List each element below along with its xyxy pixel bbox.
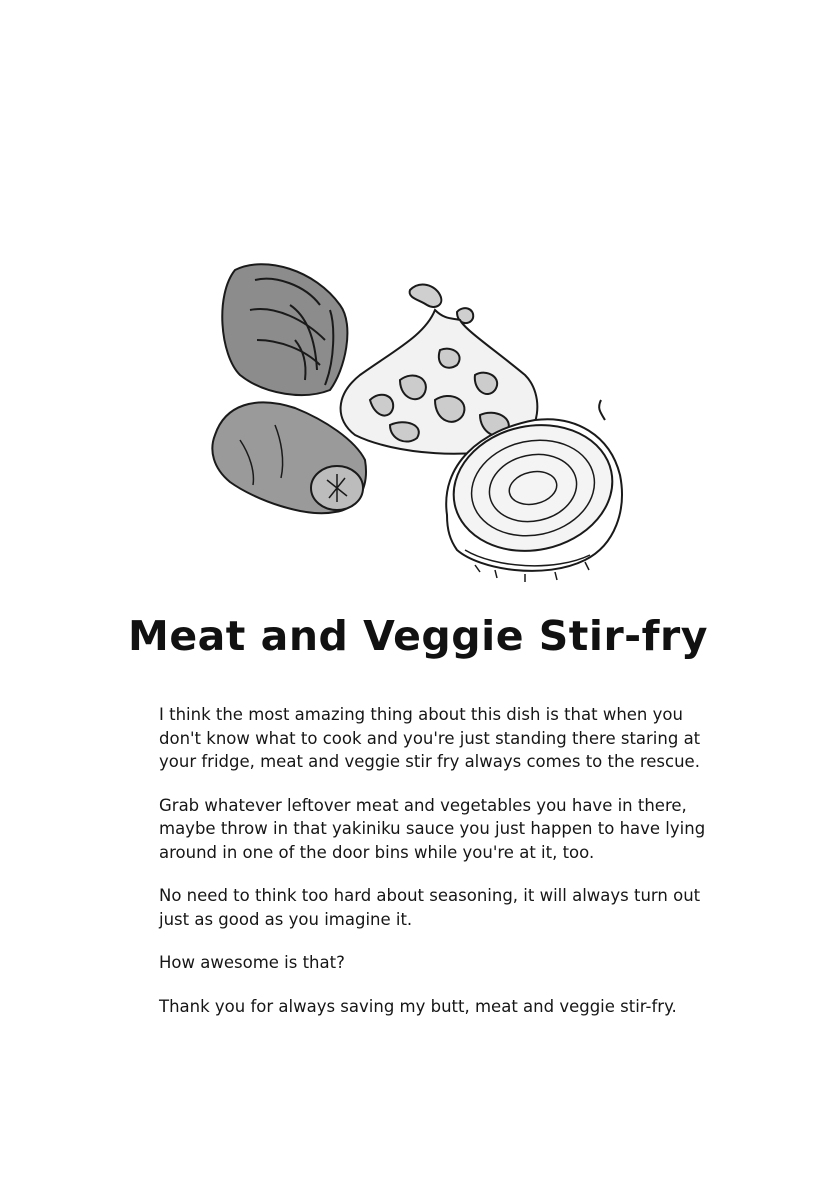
paragraph: No need to think too hard about seasoning, it will always turn out just as good as you imagine it.	[159, 886, 701, 929]
paragraph: How awesome is that?	[159, 953, 345, 972]
paragraph: Thank you for always saving my butt, meat and veggie stir-fry.	[159, 996, 677, 1016]
cabbage-icon	[222, 264, 347, 395]
recipe-title: Meat and Veggie Stir-fry	[128, 612, 708, 660]
paragraph: I think the most amazing thing about this dish is that when you don't know what to cook and you're just standing there staring at your fridge, meat and veggie stir fry always comes to the rescue.	[159, 705, 701, 771]
paragraph: Grab whatever leftover meat and vegetables you have in there, maybe throw in that yakiniku sauce you just happen to have lying around in one of the door bins while you're at it, too.	[159, 795, 706, 862]
ingredients-illustration	[195, 250, 645, 595]
recipe-description	[159, 703, 719, 1038]
